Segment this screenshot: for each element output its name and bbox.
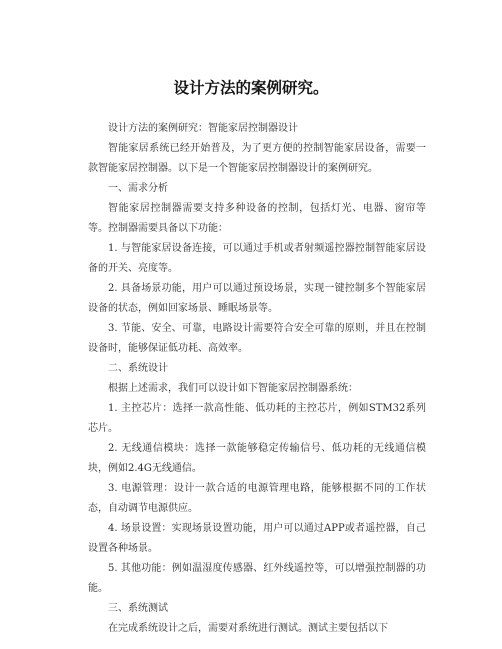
section-heading-system-design: 二、系统设计 — [108, 363, 168, 374]
list-item-requirement-2: 2. 具备场景功能，用户可以通过预设场景，实现一键控制多个智能家居设备的状态，例如回家场景、睡眠场景等。 — [88, 283, 426, 314]
list-item-design-5: 5. 其他功能：例如温湿度传感器、红外线遥控等，可以增强控制器的功能。 — [88, 563, 426, 594]
document-title: 设计方法的案例研究。 — [173, 79, 329, 97]
section-heading-requirements: 一、需求分析 — [108, 183, 168, 194]
list-item-design-2: 2. 无线通信模块：选择一款能够稳定传输信号、低功耗的无线通信模块，例如2.4G无线通信。 — [88, 443, 426, 474]
list-item-requirement-3: 3. 节能、安全、可靠，电路设计需要符合安全可靠的原则，并且在控制设备时，能够保证低功耗、高效率。 — [88, 323, 426, 354]
paragraph-system-test: 在完成系统设计之后，需要对系统进行测试。测试主要包括以下 — [108, 623, 388, 634]
section-heading-system-test: 三、系统测试 — [108, 603, 168, 614]
list-item-design-1: 1. 主控芯片：选择一款高性能、低功耗的主控芯片，例如STM32系列芯片。 — [88, 403, 426, 434]
list-item-design-4: 4. 场景设置：实现场景设置功能，用户可以通过APP或者遥控器，自己设置各种场景。 — [88, 523, 426, 554]
paragraph-intro: 智能家居系统已经开始普及，为了更方便的控制智能家居设备，需要一款智能家居控制器。以下是一个智能家居控制器设计的案例研究。 — [88, 143, 426, 174]
paragraph-requirements: 智能家居控制器需要支持多种设备的控制，包括灯光、电器、窗帘等等。控制器需要具备以下功能： — [88, 203, 426, 234]
list-item-design-3: 3. 电源管理：设计一款合适的电源管理电路，能够根据不同的工作状态，自动调节电源供应。 — [88, 483, 426, 514]
list-item-requirement-1: 1. 与智能家居设备连接，可以通过手机或者射频遥控器控制智能家居设备的开关、亮度等。 — [88, 243, 426, 274]
document-body — [88, 119, 426, 639]
paragraph-intro-heading: 设计方法的案例研究：智能家居控制器设计 — [108, 123, 298, 134]
paragraph-system-design: 根据上述需求，我们可以设计如下智能家居控制器系统： — [108, 383, 358, 394]
